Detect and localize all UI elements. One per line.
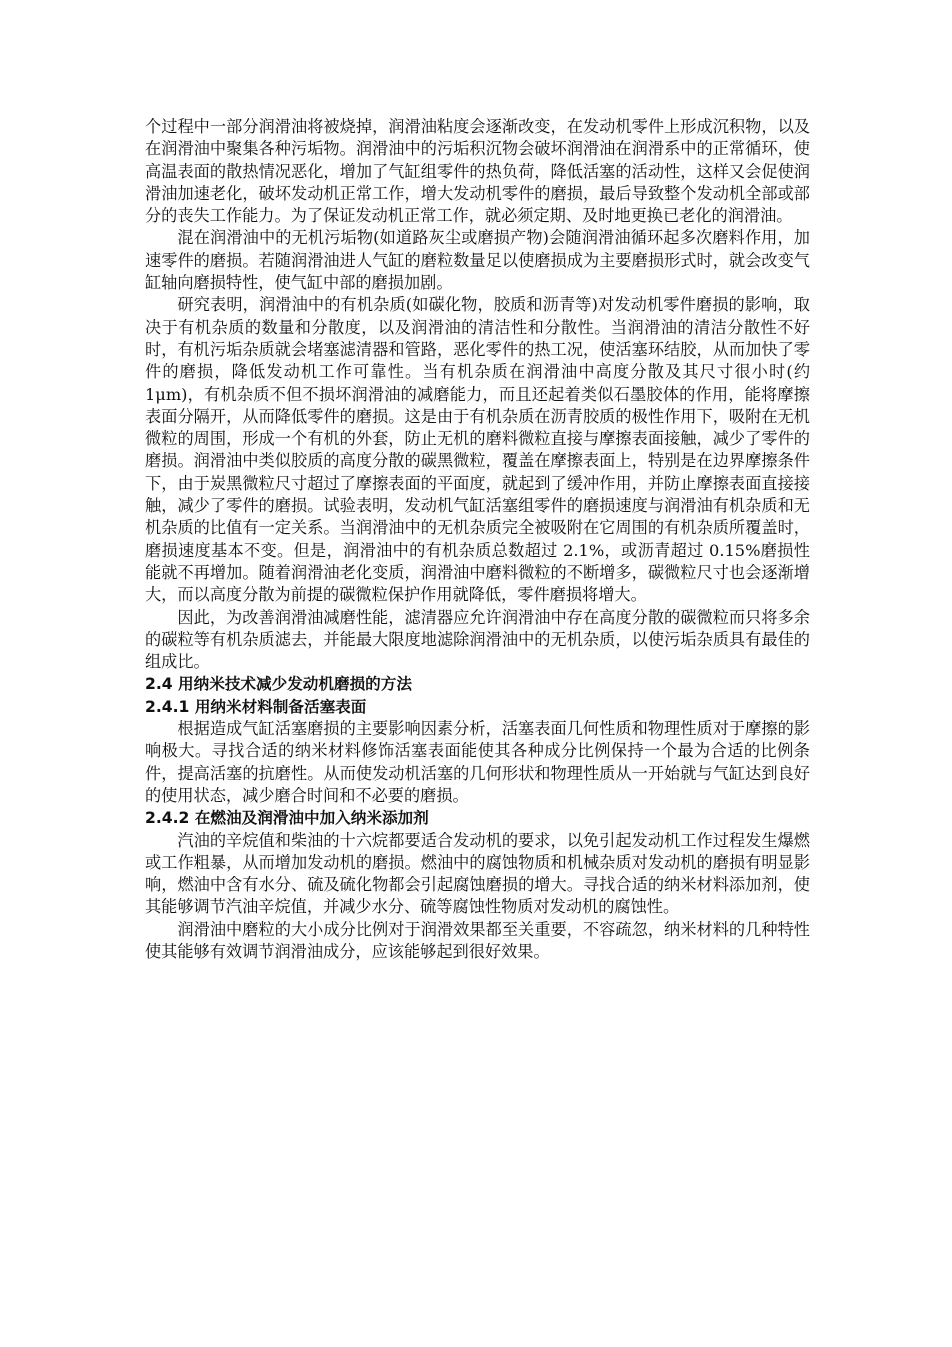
- paragraph-inorganic-contaminants: 混在润滑油中的无机污垢物(如道路灰尘或磨损产物)会随润滑油循环起多次磨料作用，加速零件的磨损。若随润滑油进人气缸的磨粒数量足以使磨损成为主要磨损形式时，就会改变气缸轴向磨损特性，使气缸中部的磨损加剧。: [145, 228, 810, 293]
- paragraph-lubricant-aging: 个过程中一部分润滑油将被烧掉，润滑油粘度会逐渐改变，在发动机零件上形成沉积物，以及在润滑油中聚集各种污垢物。润滑油中的污垢积沉物会破坏润滑油在润滑系中的正常循环，使高温表面的散热情况恶化，增加了气缸组零件的热负荷，降低活塞的活动性，这样又会促使润滑油加速老化，破坏发动机正常工作，增大发动机零件的磨损，最后导致整个发动机全部或部分的丧失工作能力。为了保证发动机正常工作，就必须定期、及时地更换已老化的润滑油。: [145, 117, 810, 226]
- section-heading-2-4-2: 2.4.2 在燃油及润滑油中加入纳米添加剂: [145, 809, 429, 828]
- paragraph-piston-surface: 根据造成气缸活塞磨损的主要影响因素分析，活塞表面几何性质和物理性质对于摩擦的影响极大。寻找合适的纳米材料修饰活塞表面能使其各种成分比例保持一个最为合适的比例条件，提高活塞的抗磨性。从而使发动机活塞的几何形状和物理性质从一开始就与气缸达到良好的使用状态，减少磨合时间和不必要的磨损。: [145, 719, 810, 805]
- paragraph-lubricant-additives: 润滑油中磨粒的大小成分比例对于润滑效果都至关重要，不容疏忽，纳米材料的几种特性使其能够有效调节润滑油成分，应该能够起到很好效果。: [145, 919, 810, 961]
- document-page: [145, 116, 810, 963]
- paragraph-organic-impurities: 研究表明，润滑油中的有机杂质(如碳化物，胶质和沥青等)对发动机零件磨损的影响，取决于有机杂质的数量和分散度，以及润滑油的清洁性和分散性。当润滑油的清洁分散性不好时，有机污垢杂质就会堵塞滤清器和管路，恶化零件的热工况，使活塞环结胶，从而加快了零件的磨损，降低发动机工作可靠性。当有机杂质在润滑油中高度分散及其尺寸很小时(约 1μm)，有机杂质不但不损坏润滑油的减磨能力，而且还起着类似石墨胶体的作用，能将摩擦表面分隔开，从而降低零件的磨损。这是由于有机杂质在沥青胶质的极性作用下，吸附在无机微粒的周围，形成一个有机的外套，防止无机的磨料微粒直接与摩擦表面接触，减少了零件的磨损。润滑油中类似胶质的高度分散的碳黑微粒，覆盖在摩擦表面上，特别是在边界摩擦条件下，由于炭黑微粒尺寸超过了摩擦表面的平面度，就起到了缓冲作用，并防止摩擦表面直接接触，减少了零件的磨损。试验表明，发动机气缸活塞组零件的磨损速度与润滑油有机杂质和无机杂质的比值有一定关系。当润滑油中的无机杂质完全被吸附在它周围的有机杂质所覆盖时，磨损速度基本不变。但是，润滑油中的有机杂质总数超过 2.1%，或沥青超过 0.15%磨损性能就不再增加。随着润滑油老化变质，润滑油中磨料微粒的不断增多，碳微粒尺寸也会逐渐增大，而以高度分散为前提的碳微粒保护作用就降低，零件磨损将增大。: [145, 295, 810, 605]
- section-heading-2-4-1: 2.4.1 用纳米材料制备活塞表面: [145, 697, 367, 716]
- paragraph-fuel-additives: 汽油的辛烷值和柴油的十六烷都要适合发动机的要求，以免引起发动机工作过程发生爆燃或工作粗暴，从而增加发动机的磨损。燃油中的腐蚀物质和机械杂质对发动机的磨损有明显影响，燃油中含有水分、硫及硫化物都会引起腐蚀磨损的增大。寻找合适的纳米材料添加剂，使其能够调节汽油辛烷值，并减少水分、硫等腐蚀性物质对发动机的腐蚀性。: [145, 830, 810, 917]
- section-heading-2-4: 2.4 用纳米技术减少发动机磨损的方法: [145, 675, 412, 694]
- paragraph-filter-design: 因此，为改善润滑油减磨性能，滤清器应允许润滑油中存在高度分散的碳微粒而只将多余的碳粒等有机杂质滤去，并能最大限度地滤除润滑油中的无机杂质，以使污垢杂质具有最佳的组成比。: [145, 607, 810, 672]
